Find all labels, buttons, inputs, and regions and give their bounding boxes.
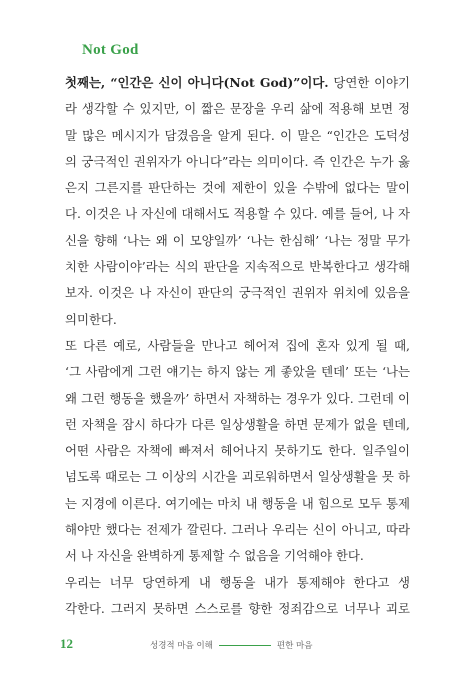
text-line: 런 자책을 잠시 하다가 다른 일상생활을 하면 문제가 없을 텐데,	[65, 416, 410, 432]
running-footer	[150, 639, 312, 651]
text-line: 서 나 자신을 완벽하게 통제할 수 없음을 기억해야 한다.	[65, 548, 364, 564]
text-line: 는 지경에 이른다. 여기에는 마치 내 행동을 내 힘으로 모두 통제	[65, 495, 410, 511]
footer-divider	[219, 645, 271, 646]
page-number: 12	[60, 636, 73, 651]
text-line: 라 생각할 수 있지만, 이 짧은 문장을 우리 삶에 적용해 보면 정	[65, 101, 410, 117]
text-line: 우리는 너무 당연하게 내 행동을 내가 통제해야 한다고 생	[65, 574, 410, 590]
text-line: 치한 사람이야’라는 식의 판단을 지속적으로 반복한다고 생각해	[65, 259, 410, 275]
text-line: 넘도록 때로는 그 이상의 시간을 괴로워하면서 일상생활을 못 하	[65, 469, 410, 485]
text-line: 은지 그른지를 판단하는 것에 제한이 있을 수밖에 없다는 말이	[65, 180, 410, 196]
section-heading: Not God	[82, 42, 139, 58]
text-line: 의 궁극적인 권위자가 아니다”라는 의미이다. 즉 인간은 누가 옳	[65, 153, 410, 169]
text-line: 보자. 이것은 나 자신이 판단의 궁극적인 권위자 위치에 있음을	[65, 285, 410, 301]
text-line: 의미한다.	[65, 311, 117, 327]
text-line: ‘그 사람에게 그런 얘기는 하지 않는 게 좋았을 텐데’ 또는 ‘나는	[65, 364, 410, 380]
text-line: 말 많은 메시지가 담겼음을 알게 된다. 이 말은 “인간은 도덕성	[65, 127, 410, 143]
chapter-title: 편한 마음	[276, 641, 313, 651]
text-line	[65, 70, 410, 96]
page-footer	[0, 636, 470, 656]
book-title: 성경적 마음 이해	[150, 641, 213, 651]
text-line: 어떤 사람은 자책에 빠져서 헤어나지 못하기도 한다. 일주일이	[65, 443, 410, 459]
text-line: 다. 이것은 나 자신에 대해서도 적용할 수 있다. 예를 들어, 나 자	[65, 206, 410, 222]
body-text	[65, 70, 410, 622]
text-line: 또 다른 예로, 사람들을 만나고 헤어져 집에 혼자 있게 될 때,	[65, 337, 410, 353]
lead-rest-text: 당연한 이야기	[328, 75, 410, 90]
text-line: 왜 그런 행동을 했을까’ 하면서 자책하는 경우가 있다. 그런데 이	[65, 390, 410, 406]
text-line: 해야만 했다는 전제가 깔린다. 그러나 우리는 신이 아니고, 따라	[65, 522, 410, 538]
text-line: 각한다. 그러지 못하면 스스로를 향한 정죄감으로 너무나 괴로	[65, 600, 410, 616]
bold-lead-text: 첫째는, “인간은 신이 아니다(Not God)”이다.	[65, 75, 329, 90]
text-line: 신을 향해 ‘나는 왜 이 모양일까’ ‘나는 한심해’ ‘나는 정말 무가	[65, 232, 410, 248]
